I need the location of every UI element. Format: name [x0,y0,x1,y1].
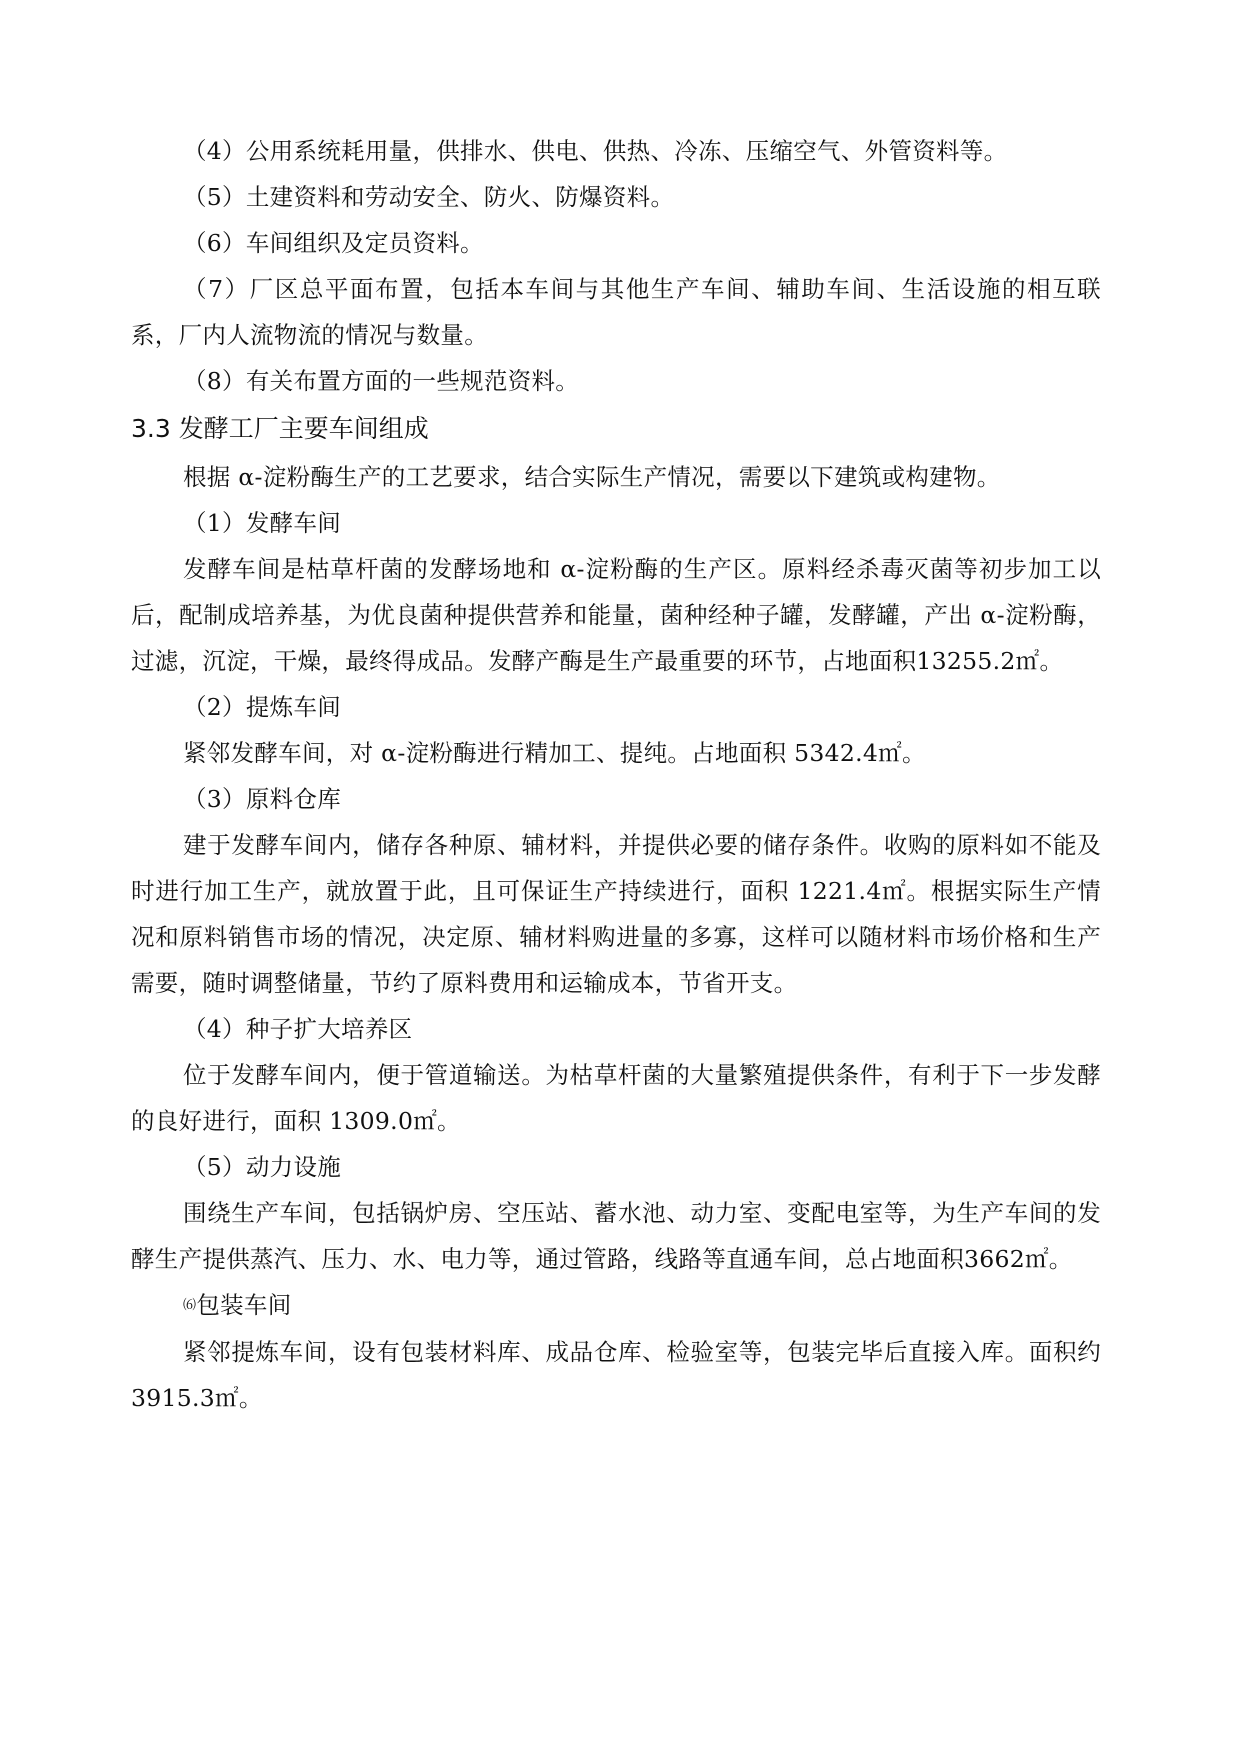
item-title-packaging-text: 包装车间 [196,1291,292,1319]
item-body-warehouse: 建于发酵车间内，储存各种原、辅材料，并提供必要的储存条件。收购的原料如不能及时进行加工生产，就放置于此，且可保证生产持续进行，面积 1221.4㎡。根据实际生产情况和原料销售市场的情况，决定原、辅材料购进量的多寡，这样可以随材料市场价格和生产需要，随时调整储量，节约了原料费用和运输成本，节省开支。 [131,831,1101,997]
item-number-mark: ⑹ [183,1298,197,1313]
paragraph-item-4: （4）公用系统耗用量，供排水、供电、供热、冷冻、压缩空气、外管资料等。 [183,137,1008,165]
page-content [131,128,1101,1421]
item-body-packaging: 紧邻提炼车间，设有包装材料库、成品仓库、检验室等，包装完毕后直接入库。面积约 3915.3㎡。 [131,1338,1101,1412]
paragraph-item-7: （7）厂区总平面布置，包括本车间与其他生产车间、辅助车间、生活设施的相互联系，厂内人流物流的情况与数量。 [131,275,1101,349]
paragraph-item-5: （5）土建资料和劳动安全、防火、防爆资料。 [183,183,675,211]
paragraph-item-8: （8）有关布置方面的一些规范资料。 [183,367,580,395]
paragraph-item-6: （6）车间组织及定员资料。 [183,229,484,257]
item-title-seed-culture: （4）种子扩大培养区 [183,1015,413,1043]
item-body-seed-culture: 位于发酵车间内，便于管道输送。为枯草杆菌的大量繁殖提供条件，有利于下一步发酵的良好进行，面积 1309.0㎡。 [131,1061,1101,1135]
section-heading: 3.3 发酵工厂主要车间组成 [131,414,429,443]
item-title-warehouse: （3）原料仓库 [183,785,342,813]
item-title-power: （5）动力设施 [183,1153,342,1181]
item-body-refining: 紧邻发酵车间，对 α-淀粉酶进行精加工、提纯。占地面积 5342.4㎡。 [183,739,926,767]
item-body-fermentation: 发酵车间是枯草杆菌的发酵场地和 α-淀粉酶的生产区。原料经杀毒灭菌等初步加工以后，配制成培养基，为优良菌种提供营养和能量，菌种经种子罐，发酵罐，产出 α-淀粉酶，过滤，沉淀，干燥，最终得成品。发酵产酶是生产最重要的环节，占地面积13255.2㎡。 [131,555,1101,675]
item-body-power: 围绕生产车间，包括锅炉房、空压站、蓄水池、动力室、变配电室等，为生产车间的发酵生产提供蒸汽、压力、水、电力等，通过管路，线路等直通车间，总占地面积3662㎡。 [131,1199,1101,1273]
item-title-refining: （2）提炼车间 [183,693,342,721]
item-title-fermentation: （1）发酵车间 [183,509,342,537]
section-intro: 根据 α-淀粉酶生产的工艺要求，结合实际生产情况，需要以下建筑或构建物。 [183,463,1001,491]
item-title-packaging [131,1282,1101,1329]
